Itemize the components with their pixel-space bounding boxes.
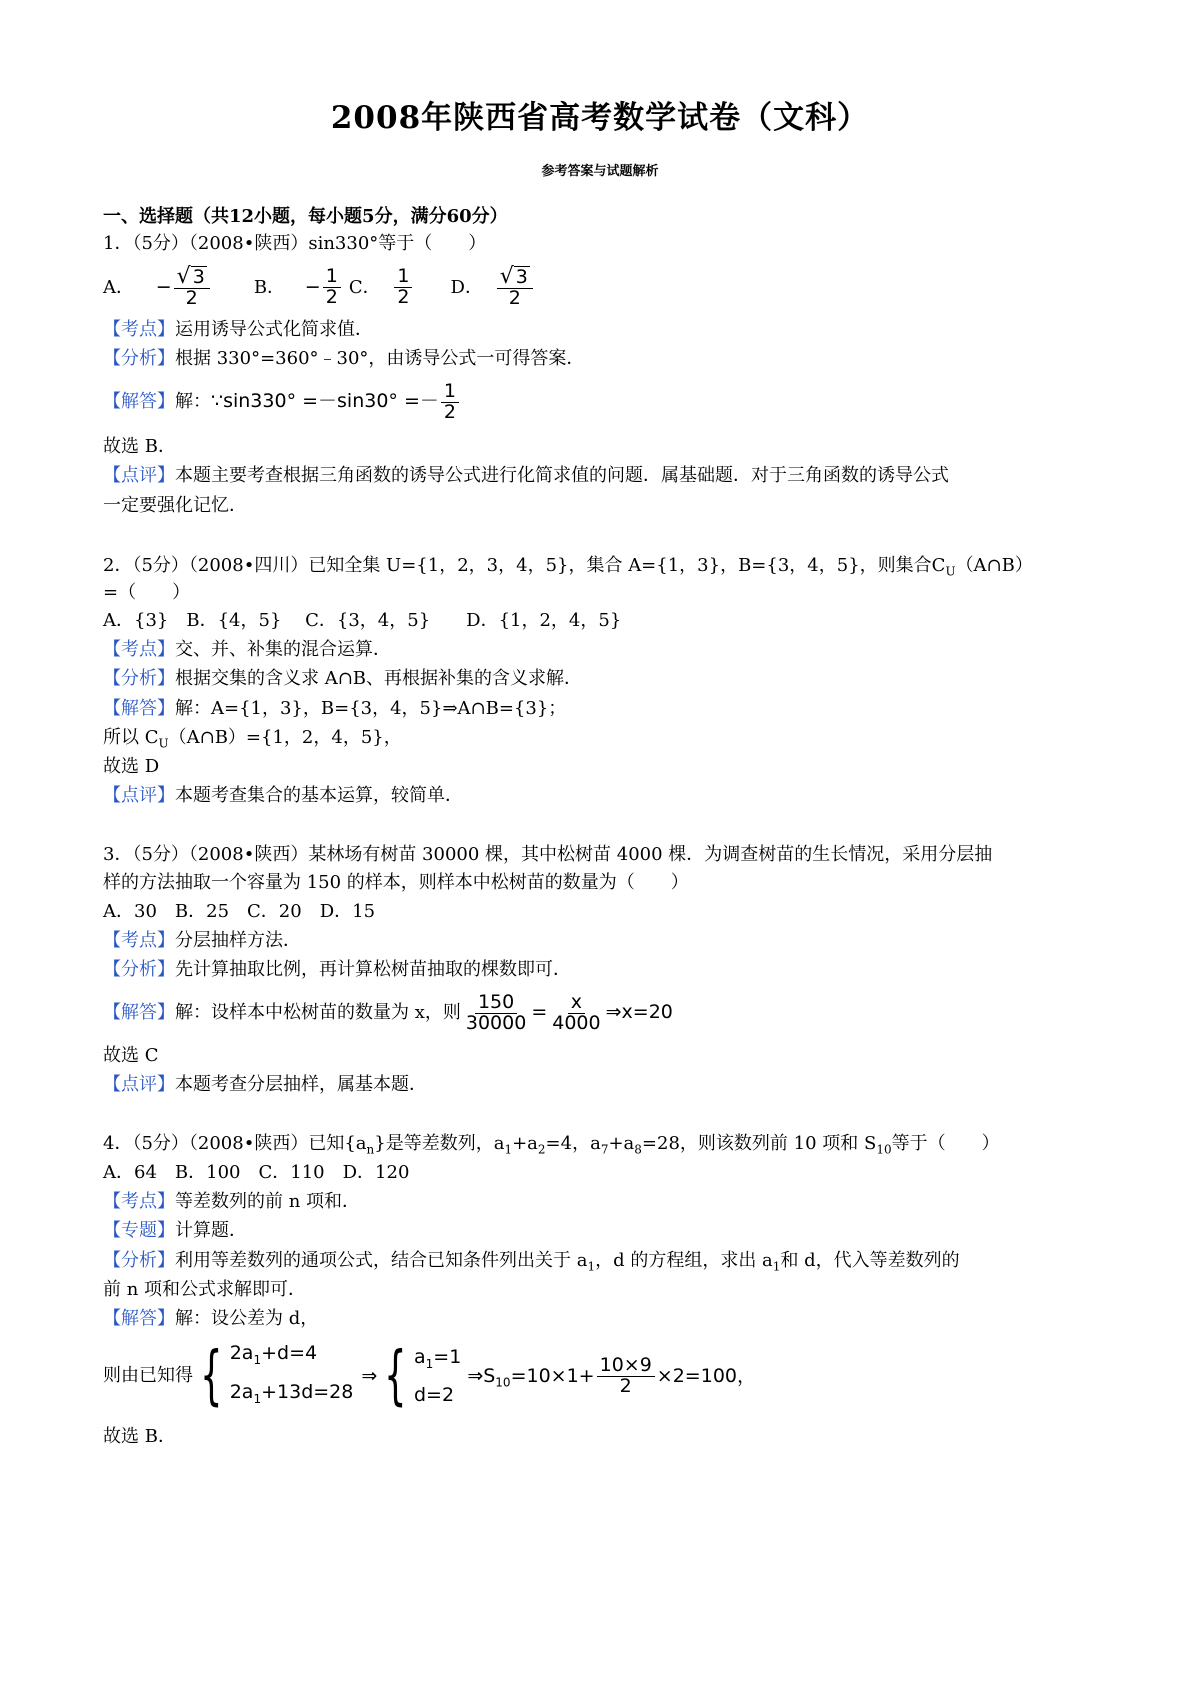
q2-stem-complement-sub: U: [945, 564, 956, 579]
q4-stem-b: }是等差数列，a: [374, 1133, 505, 1154]
q4-system-prefix: 则由已知得: [103, 1365, 193, 1386]
q4-system-eq2: [230, 1376, 354, 1415]
q4-stem-e: +a: [608, 1133, 635, 1154]
q1-option-c-den: 2: [397, 286, 410, 308]
tag-fenxi: 【分析】: [103, 1250, 175, 1271]
q4-stem-e-sub: 8: [634, 1142, 642, 1157]
tag-kaodian: 【考点】: [103, 639, 175, 660]
q2-jieda-line2: [103, 725, 1103, 757]
q2-options: A．{3} B．{4，5} C．{3，4，5} D．{1，2，4，5}: [103, 610, 622, 631]
q4-system-eq1: [230, 1337, 354, 1376]
q4-s10-fraction: [597, 1353, 655, 1397]
q1-option-a-den: 2: [185, 287, 198, 310]
q4-solution-a1-sub: 1: [425, 1356, 434, 1371]
q1-option-c-num: 1: [394, 267, 412, 288]
q1-option-a-value: [155, 264, 218, 310]
tag-dianping: 【点评】: [103, 465, 175, 486]
q3-fraction-2-num: x: [568, 993, 585, 1014]
q4-stem: [103, 1131, 1103, 1163]
q3-fraction-1-num: 150: [475, 993, 517, 1014]
q1-option-d-label: D．: [450, 277, 483, 298]
tag-jieda: 【解答】: [103, 1308, 175, 1329]
tag-kaodian: 【考点】: [103, 1191, 175, 1212]
q1-option-a-sign: −: [155, 276, 172, 298]
q1-stem: 1．（5分）（2008•陕西）sin330°等于（ ）: [103, 233, 487, 254]
q3-equals: =: [531, 1001, 548, 1023]
q2-stem-text: 2．（5分）（2008•四川）已知全集 U={1，2，3，4，5}，集合 A={1，3}，B={3，4，5}，则集合: [103, 555, 932, 576]
q4-stem-g: 等于（ ）: [891, 1133, 1000, 1154]
q1-dianping-text: 本题主要考查根据三角函数的诱导公式进行化简求值的问题．属基础题．对于三角函数的诱导公式: [175, 465, 949, 486]
tag-jieda: 【解答】: [103, 1002, 175, 1023]
q2-stem-cont: =（ ）: [103, 582, 191, 603]
q4-jieda: [103, 1306, 1103, 1332]
tag-dianping: 【点评】: [103, 785, 175, 806]
q4-zhuanti-text: 计算题．: [175, 1220, 247, 1241]
q3-fraction-2-den: 4000: [552, 1011, 601, 1034]
tag-dianping: 【点评】: [103, 1074, 175, 1095]
q4-stem-d: =4，a: [545, 1133, 601, 1154]
q1-option-d-num: 3: [515, 266, 528, 289]
q4-s10-c: ×2=100，: [656, 1364, 756, 1387]
tag-fenxi: 【分析】: [103, 348, 175, 369]
q1-option-b-num: 1: [323, 267, 341, 288]
q3-dianping: [103, 1072, 1103, 1098]
q4-kaodian-text: 等差数列的前 n 项和．: [175, 1191, 361, 1212]
q4-s10-num: 10×9: [597, 1356, 655, 1377]
q4-stem-a-sub: n: [366, 1142, 375, 1157]
q4-answer: 故选 B．: [103, 1426, 176, 1447]
q1-jieda-math: ∵sin330° =－sin30° =－: [211, 390, 439, 412]
q3-kaodian: [103, 928, 1103, 954]
q4-s10-a: ⇒S: [467, 1364, 496, 1387]
q1-jieda: [103, 376, 1103, 427]
q4-stem-a: 4．（5分）（2008•陕西）已知{a: [103, 1133, 367, 1154]
q1-option-d-fraction: √ 3 2: [497, 266, 533, 309]
q1-options: [103, 262, 1103, 313]
q3-jieda: [103, 987, 1103, 1038]
q3-result: ⇒x=20: [605, 1001, 673, 1023]
q1-option-b-value: [304, 265, 349, 308]
q4-solution-d: d=2: [414, 1384, 455, 1407]
q2-stem-complement: C: [931, 555, 946, 576]
tag-zhuanti: 【专题】: [103, 1220, 175, 1241]
q2-fenxi: [103, 666, 1103, 692]
q4-stem-f: =28，则该数列前 10 项和 S: [641, 1133, 877, 1154]
q4-system-eq1-a: 2a: [229, 1342, 254, 1365]
q1-option-d-value: [495, 264, 535, 310]
q1-jieda-num: 1: [441, 382, 459, 403]
q3-fenxi-text: 先计算抽取比例，再计算松树苗抽取的棵数即可．: [175, 959, 571, 980]
q4-stem-b-sub: 1: [504, 1142, 513, 1157]
tag-kaodian: 【考点】: [103, 319, 175, 340]
q4-system-solution: [377, 1338, 462, 1413]
q2-kaodian: [103, 637, 1103, 663]
q4-stem-f-sub: 10: [876, 1142, 892, 1157]
q1-dianping-cont: 一定要强化记忆．: [103, 495, 247, 516]
q1-option-a-label: A．: [103, 277, 134, 298]
q2-kaodian-text: 交、并、补集的混合运算．: [175, 639, 391, 660]
q4-stem-d-sub: 7: [600, 1142, 609, 1157]
q4-system-eq2-sub: 1: [253, 1391, 262, 1406]
q4-equation-system: [103, 1340, 1103, 1412]
q4-fenxi-a: 利用等差数列的通项公式，结合已知条件列出关于 a: [175, 1250, 588, 1271]
q4-system-eq2-a: 2a: [229, 1381, 254, 1403]
q1-option-c-fraction: [394, 267, 412, 308]
q4-stem-c: +a: [512, 1133, 538, 1154]
q4-system-eq1-sub: 1: [253, 1353, 262, 1367]
section-heading: 一、选择题（共12小题，每小题5分，满分60分）: [103, 206, 508, 227]
q3-answer: 故选 C: [103, 1045, 159, 1066]
q3-fenxi: [103, 957, 1103, 983]
q4-fenxi: [103, 1248, 1103, 1280]
q1-kaodian: [103, 317, 1103, 343]
q3-stem: 3．（5分）（2008•陕西）某林场有树苗 30000 棵，其中松树苗 4000 棵．为调查树苗的生长情况，采用分层抽: [103, 844, 993, 865]
q2-line2-sub: U: [158, 736, 169, 751]
q2-dianping-text: 本题考查集合的基本运算，较简单．: [175, 785, 463, 806]
tag-jieda: 【解答】: [103, 698, 175, 719]
q3-dianping-text: 本题考查分层抽样，属基本题．: [175, 1074, 427, 1095]
q1-kaodian-text: 运用诱导公式化简求值．: [175, 319, 373, 340]
q4-options: A．64 B．100 C．110 D．120: [103, 1162, 410, 1183]
q1-option-b-fraction: [323, 267, 341, 308]
q4-system-given: [193, 1337, 353, 1415]
q4-s10-expression: [467, 1353, 756, 1397]
q3-fraction-1-den: 30000: [465, 1011, 527, 1034]
tag-fenxi: 【分析】: [103, 959, 175, 980]
q1-fenxi: [103, 346, 1103, 372]
q2-answer: 故选 D: [103, 756, 160, 777]
q4-fenxi-cont: 前 n 项和公式求解即可．: [103, 1279, 307, 1300]
q4-kaodian: [103, 1189, 1103, 1215]
q2-fenxi-text: 根据交集的含义求 A∩B、再根据补集的含义求解．: [175, 668, 583, 689]
q3-stem-cont: 样的方法抽取一个容量为 150 的样本，则样本中松树苗的数量为（ ）: [103, 872, 689, 893]
q4-system-eq1-b: +d=4: [261, 1342, 318, 1365]
q3-kaodian-text: 分层抽样方法．: [175, 930, 301, 951]
q4-solution-a1: [414, 1341, 461, 1380]
q4-implies: ⇒: [361, 1365, 378, 1387]
q4-solution-a1-a: a: [414, 1345, 426, 1368]
q4-s10-sub: 10: [495, 1375, 511, 1390]
q4-fenxi-b: ，d 的方程组，求出 a: [595, 1250, 773, 1271]
left-brace-icon: {: [384, 1338, 407, 1413]
q1-option-b-den: 2: [325, 286, 338, 308]
q1-option-c-value: [392, 265, 420, 308]
q2-line2-a: 所以 C: [103, 727, 159, 748]
q1-fenxi-text: 根据 330°=360°﹣30°，由诱导公式一可得答案．: [175, 348, 585, 369]
q3-options: A．30 B．25 C．20 D．15: [103, 901, 376, 922]
q4-fenxi-c: 和 d，代入等差数列的: [780, 1250, 960, 1271]
tag-fenxi: 【分析】: [103, 668, 175, 689]
q4-solution-a1-b: =1: [433, 1345, 462, 1368]
q4-stem-c-sub: 2: [537, 1142, 546, 1157]
q4-jieda-text: 解：设公差为 d，: [175, 1308, 319, 1329]
tag-jieda: 【解答】: [103, 391, 175, 412]
q2-dianping: [103, 783, 1103, 809]
q4-s10-den: 2: [619, 1374, 632, 1397]
q1-dianping: [103, 463, 1103, 489]
q4-zhuanti: [103, 1218, 1103, 1244]
q2-jieda: [103, 696, 1103, 722]
left-brace-icon: {: [200, 1339, 223, 1413]
q1-option-a-num: 3: [192, 266, 205, 289]
q4-fenxi-a-sub: 1: [587, 1259, 596, 1274]
q3-fraction-2: [549, 990, 603, 1034]
q3-jieda-text: 解：设样本中松树苗的数量为 x，则: [175, 1002, 461, 1023]
page-title: 2008年陕西省高考数学试卷（文科）: [330, 100, 870, 136]
q4-s10-b: =10×1+: [510, 1364, 595, 1387]
q1-option-b-sign: −: [304, 276, 321, 298]
q2-stem-tail: （A∩B）: [955, 555, 1033, 576]
q1-option-d-den: 2: [508, 287, 521, 310]
q2-jieda-text: 解：A={1，3}，B={3，4，5}⇒A∩B={3}；: [175, 698, 567, 719]
q2-line2-b: （A∩B）={1，2，4，5}，: [168, 727, 402, 748]
q1-jieda-prefix: 解：: [175, 391, 211, 412]
q4-fenxi-b-sub: 1: [772, 1259, 781, 1274]
q3-fraction-1: [463, 990, 529, 1034]
q4-system-eq2-b: +13d=28: [261, 1381, 354, 1403]
q1-jieda-fraction: [441, 379, 459, 423]
q1-option-b-label: B．: [253, 277, 286, 298]
q1-jieda-den: 2: [443, 400, 456, 423]
q1-option-c-label: C．: [348, 277, 381, 298]
tag-kaodian: 【考点】: [103, 930, 175, 951]
q1-option-a-fraction: √ 3 2: [174, 266, 210, 309]
q1-answer: 故选 B．: [103, 436, 176, 457]
page-subtitle: 参考答案与试题解析: [541, 164, 659, 179]
